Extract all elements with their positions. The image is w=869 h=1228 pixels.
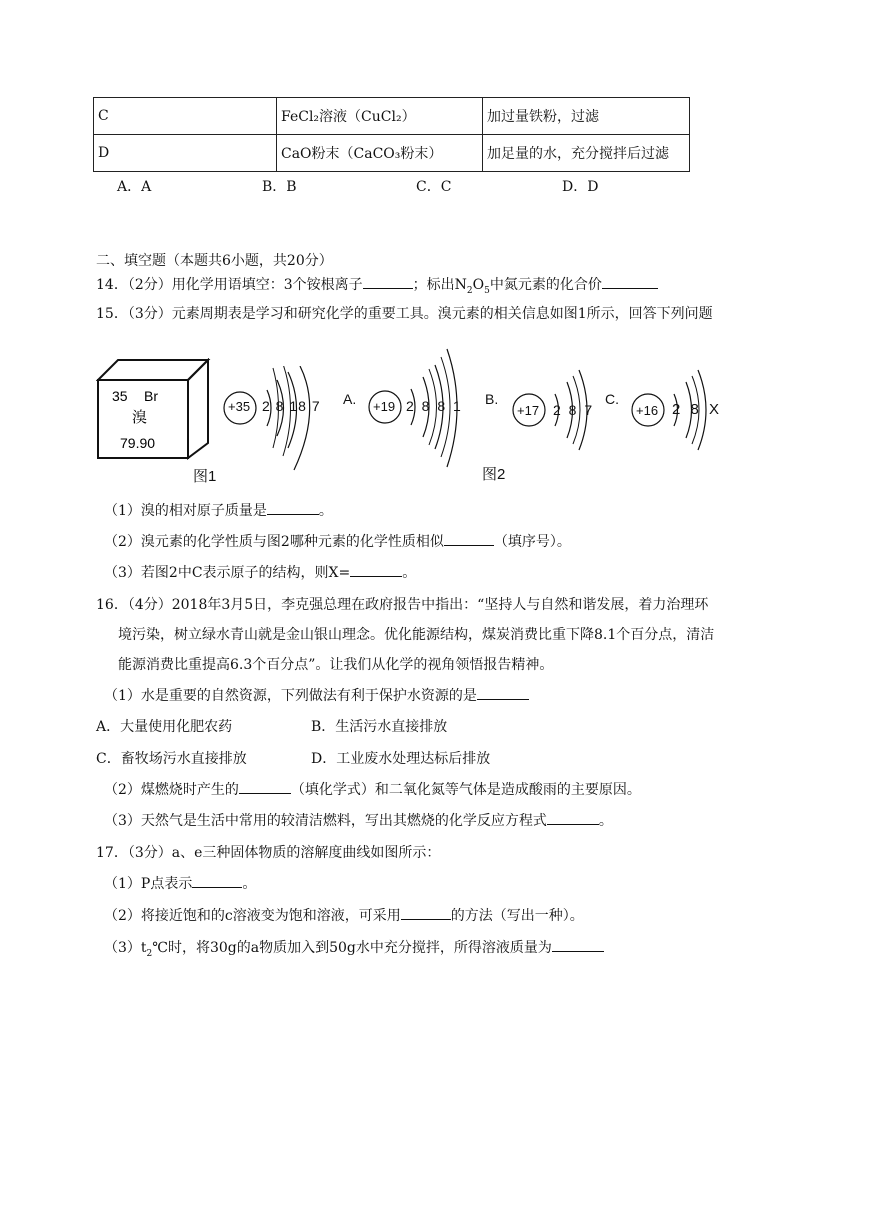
q17-sub3: [104, 937, 604, 959]
q15-sub3-text: （3）若图2中C表示原子的结构，则X=: [104, 565, 351, 581]
answer-blank: [239, 779, 291, 794]
q14-sub2: 5: [484, 285, 490, 296]
atom-c-shells: 2 8 X: [672, 401, 723, 418]
element-symbol: Br: [144, 388, 158, 404]
q15-sub2: [104, 531, 571, 551]
answer-blank: [477, 685, 529, 700]
answer-blank: [444, 531, 494, 546]
answer-blank: [363, 274, 413, 289]
q15-sub2-end: （填序号）。: [493, 534, 571, 550]
q16-option-d: D．工业废水处理达标后排放: [311, 751, 491, 767]
substance-cell: FeCl₂溶液（CuCl₂）: [277, 98, 483, 135]
atom-b-nucleus: +17: [517, 403, 540, 418]
atom-c-letter: C.: [605, 391, 619, 407]
q16-sub1-text: （1）水是重要的自然资源，下列做法有利于保护水资源的是: [104, 688, 477, 704]
atom-a-letter: A.: [343, 391, 357, 407]
answer-blank: [602, 274, 658, 289]
row-label: C: [94, 98, 277, 135]
q16-sub3-text: （3）天然气是生活中常用的较清洁燃料，写出其燃烧的化学反应方程式: [104, 813, 547, 829]
q17-sub2: [104, 905, 584, 925]
figure-1-label: 图1: [193, 468, 217, 485]
q14-sub1: 2: [466, 285, 473, 296]
q17-sub1-end: 。: [242, 876, 257, 892]
question-16-line3: 能源消费比重提高6.3个百分点”。让我们从化学的视角领悟报告精神。: [118, 657, 554, 673]
table-row: [94, 98, 690, 135]
method-cell: 加足量的水，充分搅拌后过滤: [483, 135, 690, 172]
q16-sub1: [104, 685, 529, 705]
choice-c: C．C: [416, 179, 452, 195]
q17-sub3-text: （3）t: [104, 940, 147, 956]
table-row: [94, 135, 690, 172]
q17-sub2-text: （2）将接近饱和的c溶液变为饱和溶液，可采用: [104, 908, 401, 924]
q16-sub2-text: （2）煤燃烧时产生的: [104, 782, 239, 798]
q16-option-b: B．生活污水直接排放: [311, 719, 448, 735]
question-16-line2: 境污染，树立绿水青山就是金山银山理念。优化能源结构，煤炭消费比重下降8.1个百分点，清洁: [118, 627, 715, 643]
answer-blank: [350, 562, 402, 577]
q15-sub2-text: （2）溴元素的化学性质与图2哪种元素的化学性质相似: [104, 534, 444, 550]
atom-c-nucleus: +16: [636, 403, 659, 418]
question-17-stem: 17．（3分）a、e三种固体物质的溶解度曲线如图所示：: [96, 845, 441, 861]
br-shells: 2 8 18 7: [262, 398, 321, 414]
answer-blank: [547, 810, 599, 825]
q15-sub1-text: （1）溴的相对原子质量是: [104, 503, 267, 519]
q15-sub1-end: 。: [318, 503, 333, 519]
q16-sub2-end: （填化学式）和二氧化氮等气体是造成酸雨的主要原因。: [290, 782, 641, 798]
q15-sub3-end: 。: [402, 565, 417, 581]
atomic-mass: 79.90: [120, 435, 156, 451]
substance-cell: CaO粉末（CaCO₃粉末）: [277, 135, 483, 172]
element-cube-figure: [96, 358, 226, 468]
br-atom-diagram: [222, 366, 327, 474]
q14-text-a: 14．（2分）用化学用语填空：3个铵根离子: [96, 277, 363, 293]
atom-a-shells: 2 8 8 1: [406, 398, 463, 414]
q17-sub1: [104, 873, 256, 893]
choice-b: B．B: [262, 179, 297, 195]
q17-sub3-subscript: 2: [146, 948, 153, 959]
q14-text-c: O: [472, 277, 485, 293]
q17-sub2-end: 的方法（写出一种）。: [450, 908, 584, 924]
figure-2-label: 图2: [482, 466, 506, 483]
q14-text-d: 中氮元素的化合价: [489, 277, 602, 293]
q15-sub1: [104, 500, 333, 520]
question-15-stem: 15．（3分）元素周期表是学习和研究化学的重要工具。溴元素的相关信息如图1所示，回答下列问题: [96, 306, 713, 322]
choice-d: D．D: [562, 179, 599, 195]
choice-a: A．A: [117, 179, 152, 195]
options-table: [93, 97, 690, 172]
atom-b-letter: B.: [485, 391, 499, 407]
answer-blank: [267, 500, 319, 515]
q14-text-b: ；标出N: [412, 277, 467, 293]
row-label: D: [94, 135, 277, 172]
method-cell: 加过量铁粉，过滤: [483, 98, 690, 135]
q16-option-c: C．畜牧场污水直接排放: [96, 751, 247, 767]
q17-sub1-text: （1）P点表示: [104, 876, 193, 892]
q16-sub3: [104, 810, 613, 830]
q16-sub2: [104, 779, 641, 799]
q15-sub3: [104, 562, 416, 582]
q17-sub3-text-b: ℃时，将30g的a物质加入到50g水中充分搅拌，所得溶液质量为: [152, 940, 552, 956]
atom-b-shells: 2 8 7: [553, 402, 595, 418]
element-name: 溴: [132, 408, 148, 426]
br-nucleus: +35: [228, 399, 251, 414]
question-14: [96, 274, 658, 296]
atom-a-nucleus: +19: [373, 399, 396, 414]
q16-option-a: A．大量使用化肥农药: [96, 719, 233, 735]
q16-sub3-end: 。: [598, 813, 613, 829]
answer-blank: [192, 873, 242, 888]
question-16-line1: 16．（4分）2018年3月5日，李克强总理在政府报告中指出：“坚持人与自然和谐发展，着力治理环: [96, 597, 709, 613]
answer-blank: [401, 905, 451, 920]
section-title: 二、填空题（本题共6小题，共20分）: [96, 253, 333, 269]
atomic-number: 35: [112, 388, 128, 404]
answer-blank: [552, 937, 604, 952]
